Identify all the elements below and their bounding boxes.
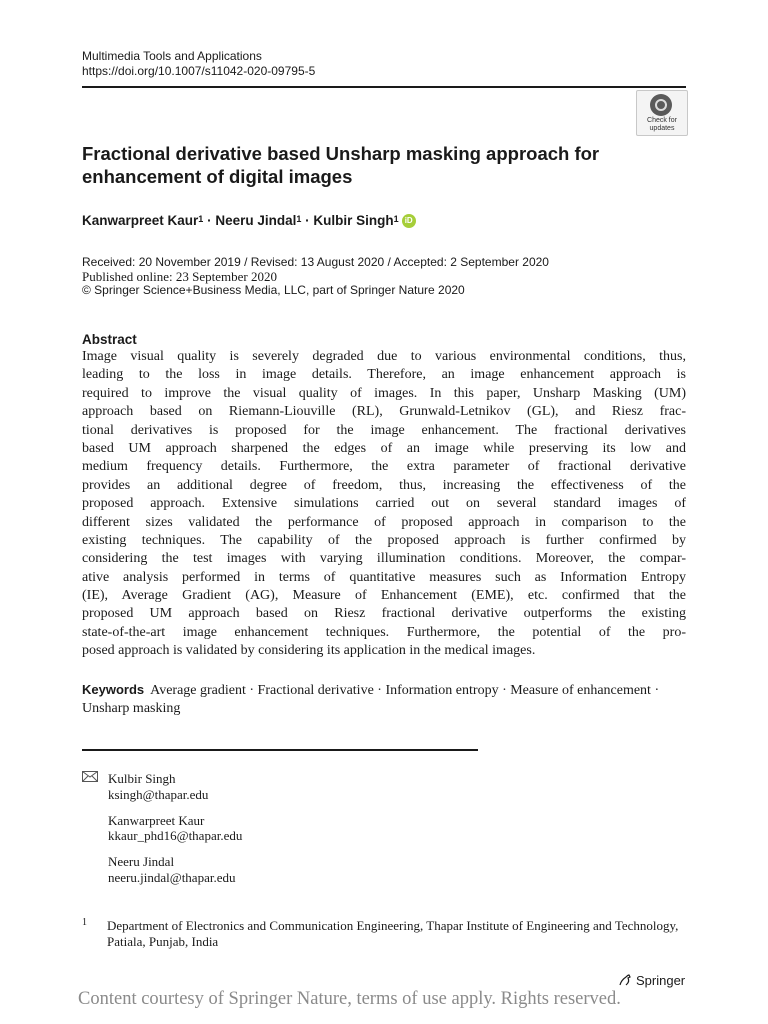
abstract-line: based UM approach sharpened the edges of an image while preserving its low and: [82, 440, 686, 456]
abstract-line: proposed approach. Extensive simulations carried out on several standard images of: [82, 496, 686, 512]
keywords-label: Keywords: [82, 682, 145, 697]
author-name[interactable]: Kulbir Singh: [313, 213, 394, 228]
contact-email[interactable]: neeru.jindal@thapar.edu: [108, 870, 236, 885]
check-updates-icon: [650, 94, 672, 116]
published-date: Published online: 23 September 2020: [82, 269, 277, 284]
journal-name: Multimedia Tools and Applications: [82, 49, 262, 63]
springer-horse-icon: [618, 973, 632, 987]
publisher-logo: [618, 972, 685, 990]
contact-name: Kulbir Singh: [108, 771, 176, 786]
author-affiliation-mark: 1: [393, 214, 399, 224]
article-title: Fractional derivative based Unsharp masking approach for enhancement of digital images: [82, 143, 600, 187]
abstract-body: [82, 348, 686, 661]
check-for-updates-badge[interactable]: [636, 90, 688, 136]
article-dates: Received: 20 November 2019 / Revised: 13 August 2020 / Accepted: 2 September 2020: [82, 255, 549, 269]
abstract-line: considering the test images with varying illumination conditions. Moreover, the compar-: [82, 551, 686, 567]
contact-name: Neeru Jindal: [108, 854, 175, 869]
orcid-icon[interactable]: iD: [402, 214, 416, 228]
affiliation-number: 1: [82, 917, 87, 928]
abstract-line: tional derivatives is proposed for the image enhancement. The fractional derivatives: [82, 422, 686, 438]
author-separator: ·: [305, 213, 310, 228]
courtesy-watermark: Content courtesy of Springer Nature, terms of use apply. Rights reserved.: [78, 989, 621, 1009]
keywords-list: Average gradient · Fractional derivative · Information entropy · Measure of enhancement · Unsharp masking: [82, 683, 660, 716]
footnote-rule: [82, 749, 478, 751]
abstract-line: state-of-the-art image enhancement techniques. Furthermore, the potential of the pro-: [82, 624, 686, 640]
abstract-line: medium frequency details. Furthermore, the extra parameter of fractional derivative: [82, 459, 686, 475]
envelope-icon: [82, 771, 98, 782]
contact-email[interactable]: ksingh@thapar.edu: [108, 787, 209, 802]
abstract-line: posed approach is validated by considering its application in the medical images.: [82, 643, 536, 659]
author-name[interactable]: Kanwarpreet Kaur: [82, 213, 199, 228]
copyright-line: © Springer Science+Business Media, LLC, part of Springer Nature 2020: [82, 283, 465, 297]
author-affiliation-mark: 1: [198, 214, 204, 224]
abstract-line: proposed UM approach based on Riesz fractional derivative outperforms the existing: [82, 606, 686, 622]
author-affiliation-mark: 1: [296, 214, 302, 224]
doi-link[interactable]: https://doi.org/10.1007/s11042-020-09795-5: [82, 64, 316, 78]
abstract-line: provides an additional degree of freedom, thus, increasing the effectiveness of the: [82, 477, 686, 493]
author-name[interactable]: Neeru Jindal: [215, 213, 297, 228]
abstract-heading: Abstract: [82, 332, 137, 347]
abstract-line: leading to the loss in image details. Therefore, an image enhancement approach is: [82, 367, 686, 383]
abstract-line: ative analysis performed in terms of quantitative measures such as Information Entropy: [82, 569, 686, 585]
keywords-section: [82, 681, 686, 718]
contact-name: Kanwarpreet Kaur: [108, 813, 205, 828]
badge-label: Check for updates: [647, 117, 677, 132]
author-separator: ·: [207, 213, 212, 228]
header-rule: [82, 86, 686, 88]
publisher-name: Springer: [636, 973, 686, 988]
abstract-line: required to improve the visual quality of images. In this paper, Unsharp Masking (UM): [82, 385, 686, 401]
abstract-line: different sizes validated the performance of proposed approach in comparison to the: [82, 514, 686, 530]
abstract-line: (IE), Average Gradient (AG), Measure of Enhancement (EME), etc. confirmed that the: [82, 588, 686, 604]
affiliation-text: Department of Electronics and Communication Engineering, Thapar Institute of Engineering and Technology, Patiala, Punjab, India: [107, 918, 679, 949]
abstract-line: Image visual quality is severely degraded due to various environmental conditions, thus,: [82, 349, 686, 364]
contact-email[interactable]: kkaur_phd16@thapar.edu: [108, 828, 243, 843]
abstract-line: approach based on Riemann-Liouville (RL), Grunwald-Letnikov (GL), and Riesz frac-: [82, 404, 686, 420]
author-list: [82, 212, 416, 230]
abstract-line: existing techniques. The capability of the proposed approach is further confirmed by: [82, 532, 686, 548]
